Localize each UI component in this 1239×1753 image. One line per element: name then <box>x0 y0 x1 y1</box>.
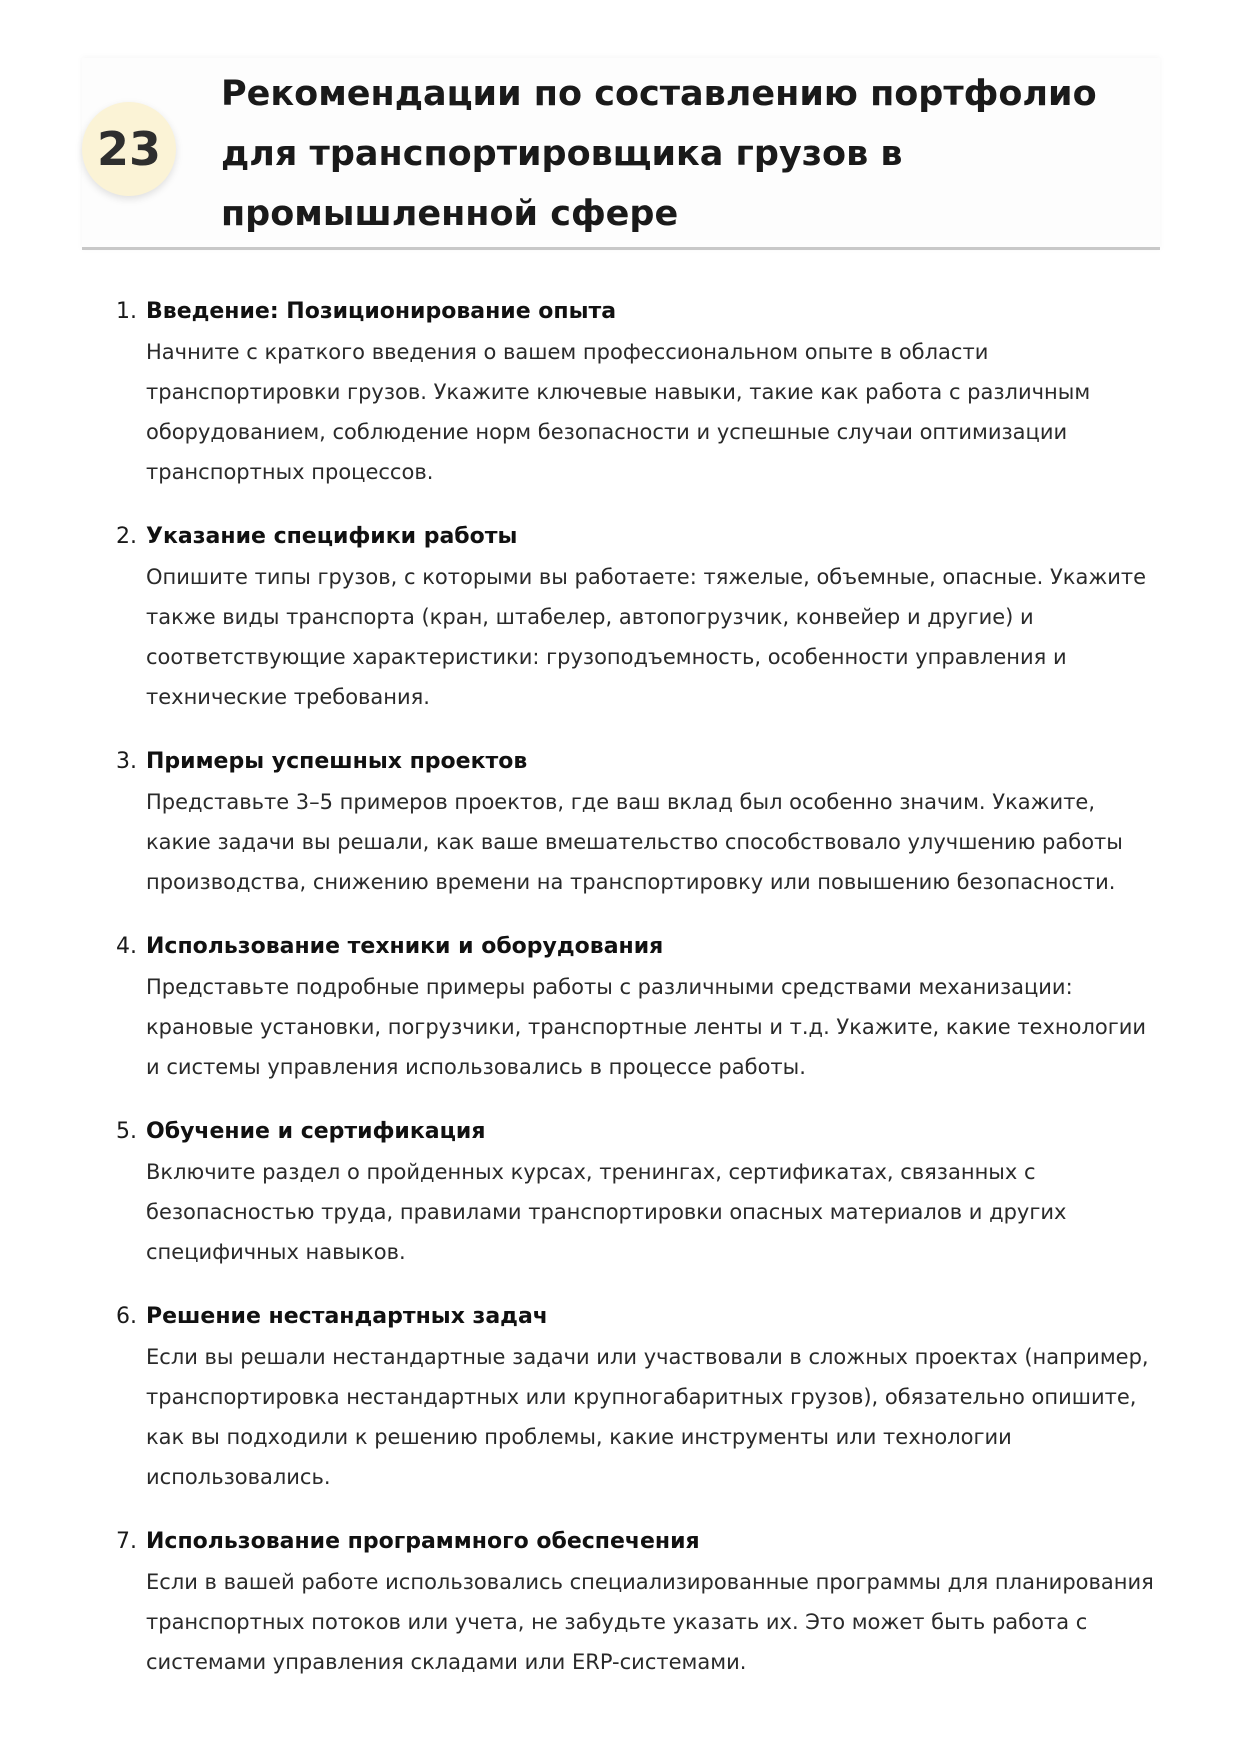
item-text: Опишите типы грузов, с которыми вы работаете: тяжелые, объемные, опасные. Укажите также виды транспорта (кран, штабелер, автопогрузчик, конвейер и другие) и соответствующие характеристики: грузоподъемность, особенности управления и технические требования. <box>146 565 1147 709</box>
list-item <box>116 1112 1166 1272</box>
item-number: 3. <box>116 749 137 774</box>
list-item <box>116 742 1166 902</box>
section-number-badge: 23 <box>82 102 176 196</box>
page-title: Рекомендации по составлению портфолио для транспортировщика грузов в промышленной сфере <box>221 74 1097 234</box>
list-item <box>116 1522 1166 1682</box>
item-text: Если в вашей работе использовались специализированные программы для планирования транспортных потоков или учета, не забудьте указать их. Это может быть работа с системами управления складами или ERP-системами. <box>146 1570 1154 1674</box>
list-item <box>116 927 1166 1087</box>
item-title: Использование программного обеспечения <box>146 1529 700 1554</box>
item-number: 1. <box>116 299 137 324</box>
item-title: Примеры успешных проектов <box>146 749 528 774</box>
item-title: Указание специфики работы <box>146 524 518 549</box>
list-item <box>116 517 1166 717</box>
item-number: 6. <box>116 1304 137 1329</box>
item-title: Решение нестандартных задач <box>146 1304 548 1329</box>
item-number: 4. <box>116 934 137 959</box>
list-item <box>116 292 1166 492</box>
item-number: 2. <box>116 524 137 549</box>
item-text: Включите раздел о пройденных курсах, тренингах, сертификатах, связанных с безопасностью труда, правилами транспортировки опасных материалов и других специфичных навыков. <box>146 1160 1067 1264</box>
item-text: Начните с краткого введения о вашем профессиональном опыте в области транспортировки грузов. Укажите ключевые навыки, такие как работа с различным оборудованием, соблюдение норм безопасности и успешные случаи оптимизации транспортных процессов. <box>146 340 1091 484</box>
item-text: Представьте подробные примеры работы с различными средствами механизации: крановые установки, погрузчики, транспортные ленты и т.д. Укажите, какие технологии и системы управления использовались в процессе работы. <box>146 975 1147 1079</box>
item-title: Введение: Позиционирование опыта <box>146 299 617 324</box>
item-text: Представьте 3–5 примеров проектов, где ваш вклад был особенно значим. Укажите, какие задачи вы решали, как ваше вмешательство способствовало улучшению работы производства, снижению времени на транспортировку или повышению безопасности. <box>146 790 1123 894</box>
item-number: 7. <box>116 1529 137 1554</box>
recommendations-list <box>116 292 1166 1707</box>
item-number: 5. <box>116 1119 137 1144</box>
item-text: Если вы решали нестандартные задачи или участвовали в сложных проектах (например, транспортировка нестандартных или крупногабаритных грузов), обязательно опишите, как вы подходили к решению проблемы, какие инструменты или технологии использовались. <box>146 1345 1149 1489</box>
list-item <box>116 1297 1166 1497</box>
item-title: Обучение и сертификация <box>146 1119 486 1144</box>
item-title: Использование техники и оборудования <box>146 934 664 959</box>
